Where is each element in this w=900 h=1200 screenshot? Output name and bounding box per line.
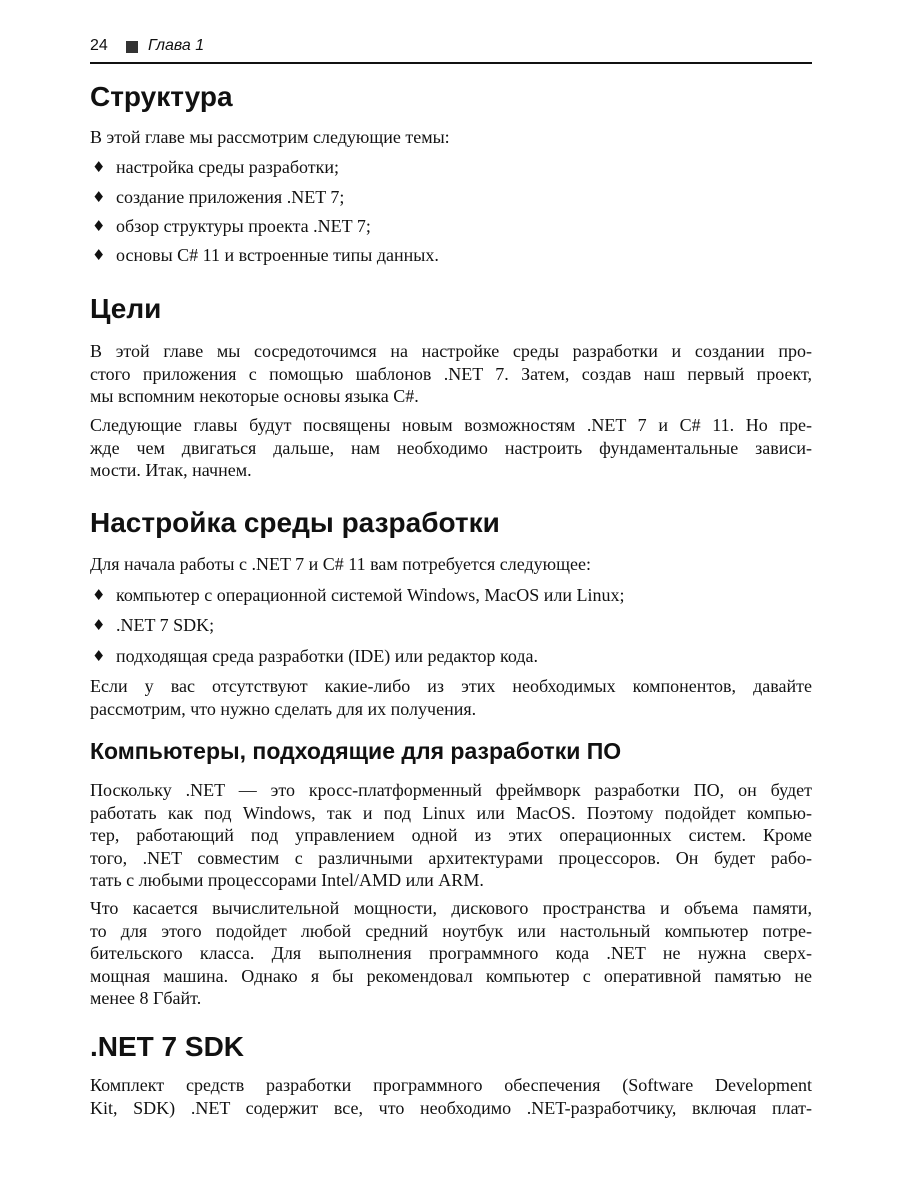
diamond-bullet-icon: ♦	[92, 586, 106, 604]
diamond-bullet-icon: ♦	[92, 188, 106, 206]
heading-structure: Структура	[90, 81, 233, 112]
goals-paragraph-2: Следующие главы будут посвящены новым возможностям .NET 7 и C# 11. Но пре- жде чем двигаться дальше, нам необходимо настроить фундаментальные зависи- мости. Итак, начнем.	[90, 415, 812, 480]
heading-goals: Цели	[90, 293, 162, 324]
heading-sdk: .NET 7 SDK	[90, 1031, 245, 1062]
goals-paragraph-1: В этой главе мы сосредоточимся на настройке среды разработки и создании про- стого приложения с помощью шаблонов .NET 7. Затем, создав наш первый проект, мы вспомним некоторые основы языка C#.	[90, 341, 812, 406]
setup-intro: Для начала работы с .NET 7 и C# 11 вам потребуется следующее:	[90, 554, 591, 574]
header-square-icon	[126, 41, 138, 53]
computers-paragraph-1: Поскольку .NET — это кросс-платформенный фреймворк разработки ПО, он будет работать как под Windows, так и под Linux или MacOS. Поэтому подойдет компью- тер, работающий под управлением одной из этих операционных систем. Кроме того, .NET совместим с различными архитектурами процессоров. Он будет рабо- тать с любыми процессорами Intel/AMD или ARM.	[90, 780, 812, 890]
heading-computers: Компьютеры, подходящие для разработки ПО	[90, 738, 622, 764]
computers-paragraph-2: Что касается вычислительной мощности, дискового пространства и объема памяти, то для этого подойдет любой средний ноутбук или настольный компьютер потре- бительского класса. Для выполнения программного кода .NET не нужна сверх- мощная машина. Однако я бы рекомендовал компьютер с оперативной памятью не менее 8 Гбайт.	[90, 898, 812, 1008]
diamond-bullet-icon: ♦	[92, 217, 106, 235]
chapter-label: Глава 1	[148, 37, 205, 54]
diamond-bullet-icon: ♦	[92, 246, 106, 264]
setup-outro: Если у вас отсутствуют какие-либо из этих необходимых компонентов, давайте рассмотрим, что нужно сделать для их получения.	[90, 676, 812, 719]
heading-setup: Настройка среды разработки	[90, 507, 500, 538]
structure-intro: В этой главе мы рассмотрим следующие темы:	[90, 127, 450, 147]
diamond-bullet-icon: ♦	[92, 647, 106, 665]
sdk-paragraph-1: Комплект средств разработки программного обеспечения (Software Development Kit, SDK) .NET содержит все, что необходимо .NET-разработчику, включая плат-	[90, 1075, 812, 1118]
page-number: 24	[90, 37, 108, 54]
diamond-bullet-icon: ♦	[92, 616, 106, 634]
running-header	[90, 36, 812, 64]
diamond-bullet-icon: ♦	[92, 158, 106, 176]
